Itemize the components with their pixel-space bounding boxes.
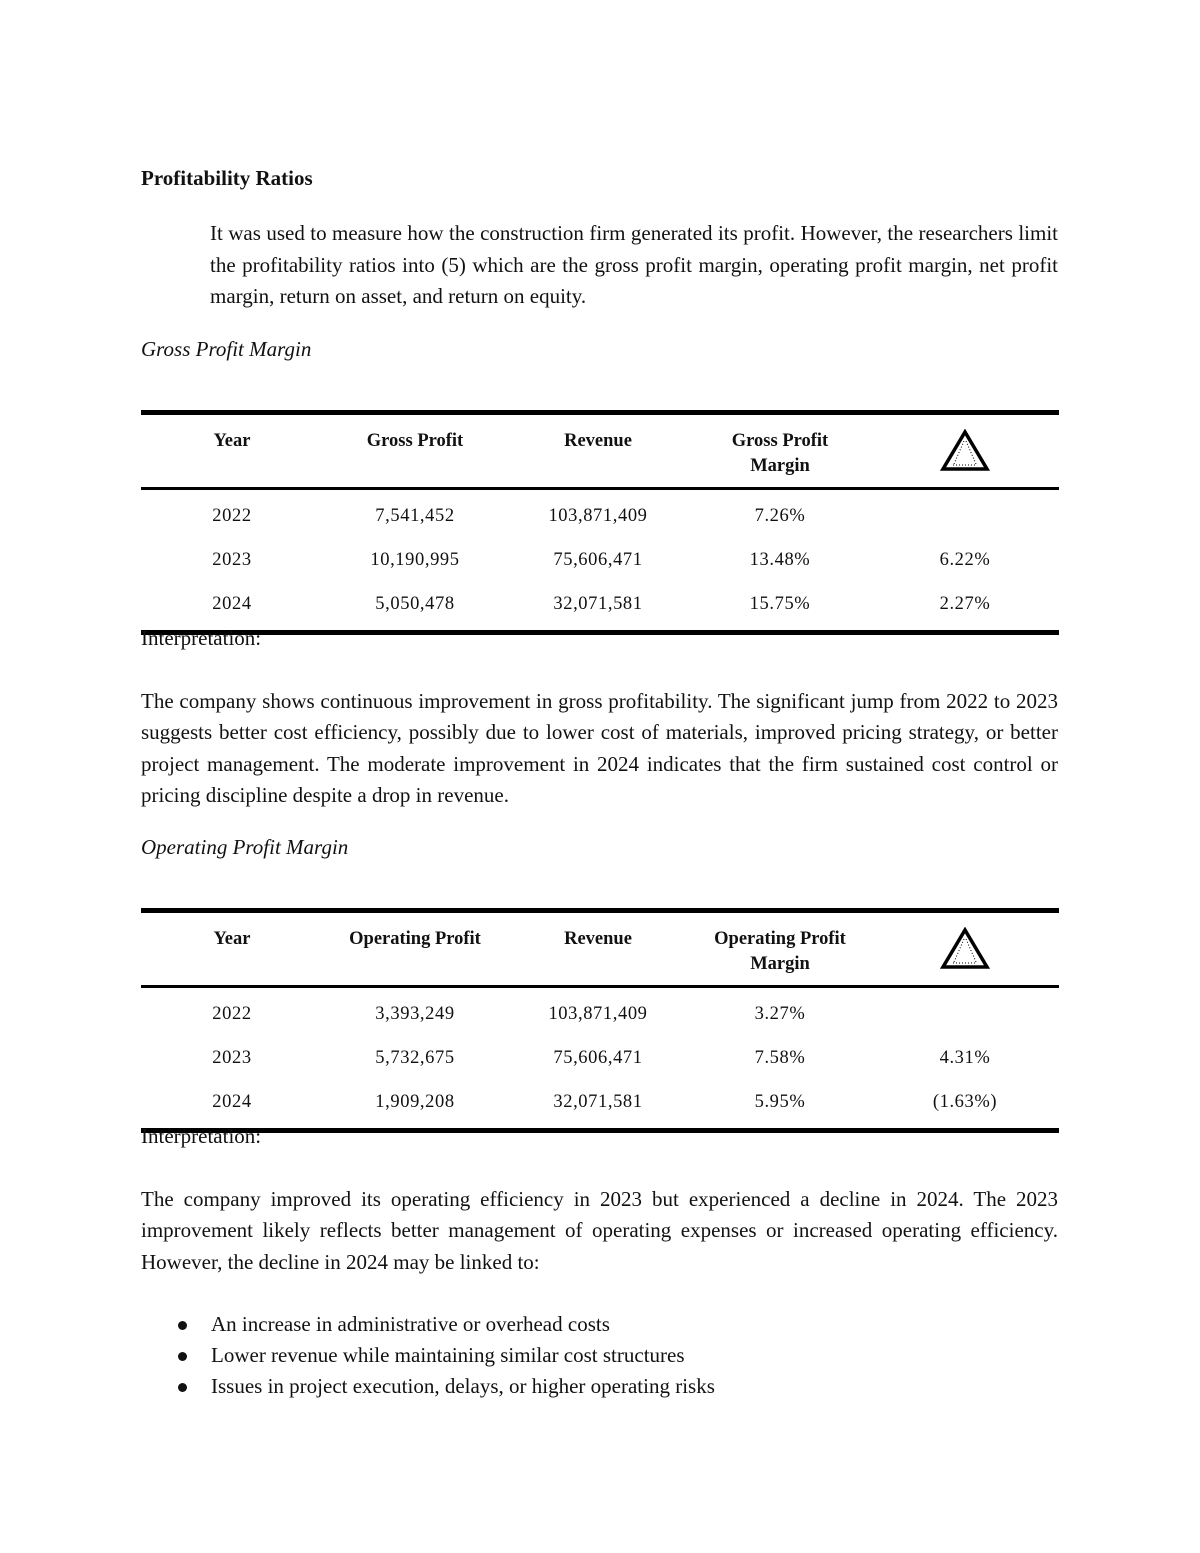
- cell-change: 6.22%: [939, 549, 991, 570]
- cell-margin: 3.27%: [754, 1003, 806, 1024]
- gross-interpretation-label: Interpretation:: [141, 626, 262, 650]
- cell-gross-profit: 10,190,995: [370, 549, 460, 570]
- col-header-margin-text: Gross Profit Margin: [731, 431, 829, 476]
- cell-operating-profit: 1,909,208: [375, 1091, 455, 1112]
- col-header-change: [871, 413, 1059, 489]
- col-header-year: Year: [213, 929, 251, 949]
- operating-interpretation-label: Interpretation:: [141, 1124, 262, 1148]
- col-header-gross-profit-margin: [689, 413, 871, 489]
- cell-change: [871, 987, 1059, 1037]
- cell-operating-profit: 3,393,249: [375, 1003, 455, 1024]
- col-header-change: [871, 911, 1059, 987]
- cell-year: 2024: [212, 1091, 252, 1112]
- cell-revenue: 75,606,471: [553, 549, 643, 570]
- list-item: [141, 1309, 715, 1340]
- operating-profit-margin-table: [141, 908, 1059, 1133]
- cell-margin: 13.48%: [749, 549, 811, 570]
- table-row: [141, 1036, 1059, 1080]
- list-item: [141, 1371, 715, 1402]
- gross-interpretation-paragraph: The company shows continuous improvement in gross profitability. The significant jump from 2022 to 2023 suggests better cost efficiency, possibly due to lower cost of materials, improved pricing strategy, or better project management. The moderate improvement in 2024 indicates that the firm sustained cost control or pricing discipline despite a drop in revenue.: [141, 689, 1058, 807]
- intro-paragraph: It was used to measure how the construction firm generated its profit. However, the researchers limit the profitability ratios into (5) which are the gross profit margin, operating profit margin, net profit margin, return on asset, and return on equity.: [210, 221, 1058, 308]
- table-row: [141, 538, 1059, 582]
- table-header-row: [141, 911, 1059, 987]
- list-item-text: Issues in project execution, delays, or higher operating risks: [211, 1374, 715, 1398]
- bullet-dot-icon: [178, 1352, 187, 1361]
- bullet-dot-icon: [178, 1383, 187, 1392]
- table-row: [141, 987, 1059, 1037]
- col-header-margin-text: Operating Profit Margin: [714, 929, 846, 974]
- cell-year: 2023: [212, 1047, 252, 1068]
- cell-revenue: 75,606,471: [553, 1047, 643, 1068]
- gross-profit-margin-subtitle: Gross Profit Margin: [141, 337, 312, 361]
- cell-year: 2023: [212, 549, 252, 570]
- bullet-dot-icon: [178, 1321, 187, 1330]
- cell-year: 2022: [212, 505, 252, 526]
- list-item: [141, 1340, 715, 1371]
- section-title: Profitability Ratios: [141, 166, 313, 190]
- gross-profit-margin-table: [141, 410, 1059, 635]
- list-item-text: Lower revenue while maintaining similar cost structures: [211, 1343, 685, 1367]
- cell-change: (1.63%): [932, 1091, 998, 1112]
- cell-year: 2024: [212, 593, 252, 614]
- operating-profit-margin-subtitle: Operating Profit Margin: [141, 835, 349, 859]
- cell-gross-profit: 5,050,478: [375, 593, 455, 614]
- cell-revenue: 32,071,581: [553, 593, 643, 614]
- cell-operating-profit: 5,732,675: [375, 1047, 455, 1068]
- table-row: [141, 489, 1059, 539]
- table-row: [141, 1080, 1059, 1131]
- delta-triangle-icon: [940, 429, 990, 473]
- table-row: [141, 582, 1059, 633]
- cell-revenue: 32,071,581: [553, 1091, 643, 1112]
- cell-year: 2022: [212, 1003, 252, 1024]
- cell-margin: 5.95%: [754, 1091, 806, 1112]
- cell-gross-profit: 7,541,452: [375, 505, 455, 526]
- cell-margin: 7.58%: [754, 1047, 806, 1068]
- decline-reasons-list: [141, 1309, 715, 1402]
- cell-margin: 7.26%: [754, 505, 806, 526]
- col-header-year: Year: [213, 431, 251, 451]
- col-header-revenue: Revenue: [564, 929, 632, 949]
- list-item-text: An increase in administrative or overhead costs: [211, 1312, 610, 1336]
- cell-change: 2.27%: [939, 593, 991, 614]
- cell-margin: 15.75%: [749, 593, 811, 614]
- cell-change: 4.31%: [939, 1047, 991, 1068]
- operating-interpretation-paragraph: The company improved its operating efficiency in 2023 but experienced a decline in 2024. The 2023 improvement likely reflects better management of operating expenses or increased operating efficiency. However, the decline in 2024 may be linked to:: [141, 1187, 1058, 1274]
- table-header-row: [141, 413, 1059, 489]
- col-header-operating-profit-margin: [689, 911, 871, 987]
- col-header-gross-profit: Gross Profit: [366, 431, 464, 451]
- delta-triangle-icon: [940, 927, 990, 971]
- col-header-operating-profit: Operating Profit: [349, 929, 481, 949]
- col-header-revenue: Revenue: [564, 431, 632, 451]
- cell-revenue: 103,871,409: [548, 505, 648, 526]
- cell-change: [871, 489, 1059, 539]
- cell-revenue: 103,871,409: [548, 1003, 648, 1024]
